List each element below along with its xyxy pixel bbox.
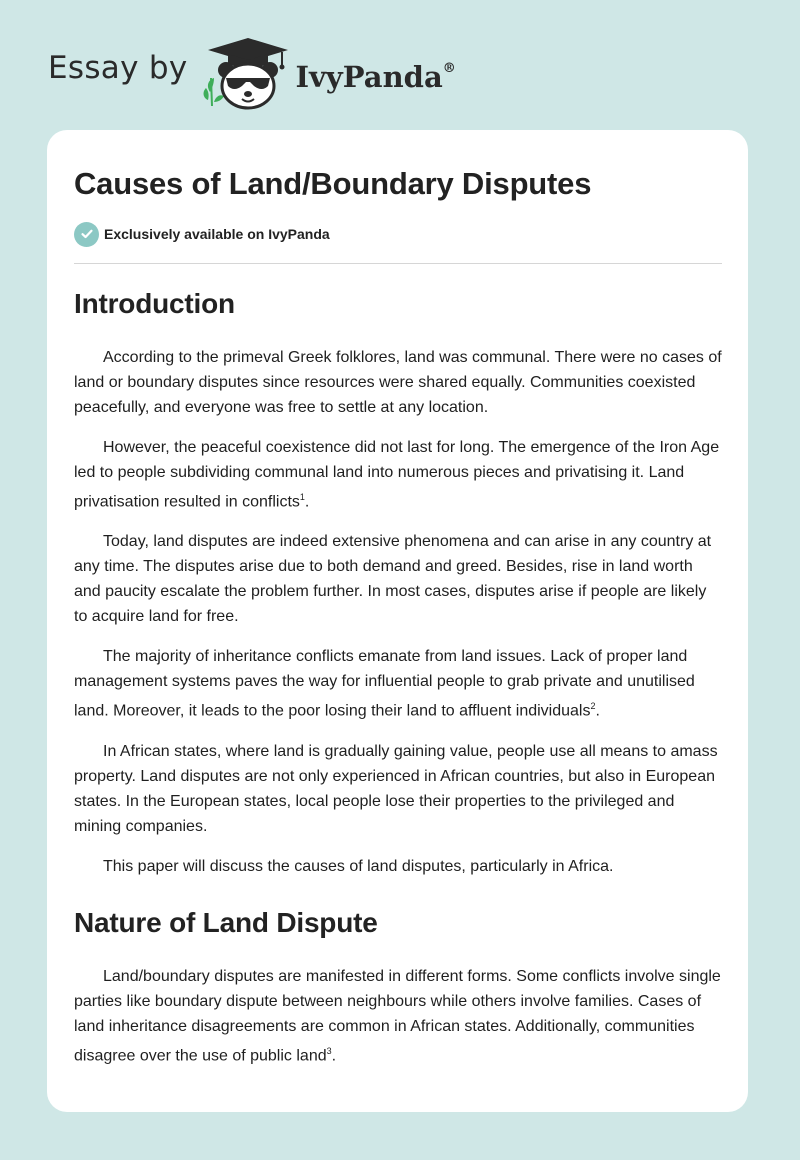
paragraph: According to the primeval Greek folklores, land was communal. There were no cases of land or boundary disputes since resources were shared equally. Communities coexisted peacefully, and everyone was free to settle at any location. [74, 349, 722, 416]
exclusive-badge-label: Exclusively available on IvyPanda [104, 226, 330, 242]
exclusive-badge [74, 221, 722, 247]
paragraph: Today, land disputes are indeed extensive phenomena and can arise in any country at any time. The disputes arise due to both demand and greed. Besides, rise in land worth and paucity escalate the problem further. In most cases, disputes arise if people are likely to acquire land for free. [74, 533, 712, 626]
section-heading-introduction: Introduction [74, 288, 235, 319]
paragraph: In African states, where land is gradually gaining value, people use all means to amass property. Land disputes are not only experienced in African countries, but also in European states. In the European states, local people lose their properties to the privileged and mining companies. [74, 742, 718, 835]
section-heading-nature: Nature of Land Dispute [74, 906, 378, 938]
essay-by-label: Essay by [48, 50, 188, 86]
footnote-ref[interactable]: 1 [299, 492, 305, 502]
panda-logo-icon[interactable] [202, 36, 294, 112]
paragraph: The majority of inheritance conflicts emanate from land issues. Lack of proper land management systems paves the way for influential people to grab private and unutilised land. Moreover, it leads to the poor losing their land to affluent individuals$^2$. [74, 648, 695, 720]
brand-name[interactable]: IvyPanda® [295, 60, 456, 94]
footnote-ref[interactable]: 3 [326, 1045, 332, 1056]
paragraph: This paper will discuss the causes of land disputes, particularly in Africa. [103, 857, 614, 875]
section-nature [74, 964, 722, 1068]
check-circle-icon [74, 222, 99, 247]
paragraph: However, the peaceful coexistence did not last for long. The emergence of the Iron Age led to people subdividing communal land into numerous pieces and privatising it. Land privatisation resulted in conflicts$^1$. [74, 439, 720, 511]
page-title: Causes of Land/Boundary Disputes [74, 166, 592, 201]
footnote-ref[interactable]: 2 [590, 701, 596, 712]
paragraph: Land/boundary disputes are manifested in different forms. Some conflicts involve single parties like boundary dispute between neighbours while others involve families. Cases of land inheritance disagreements are common in African states. Additionally, communities disagree over the use of public land$^3$. [74, 967, 721, 1064]
title-divider [74, 263, 722, 264]
section-introduction [74, 345, 722, 879]
registered-mark: ® [442, 61, 456, 77]
site-header [48, 36, 456, 112]
essay-card [47, 130, 748, 1112]
